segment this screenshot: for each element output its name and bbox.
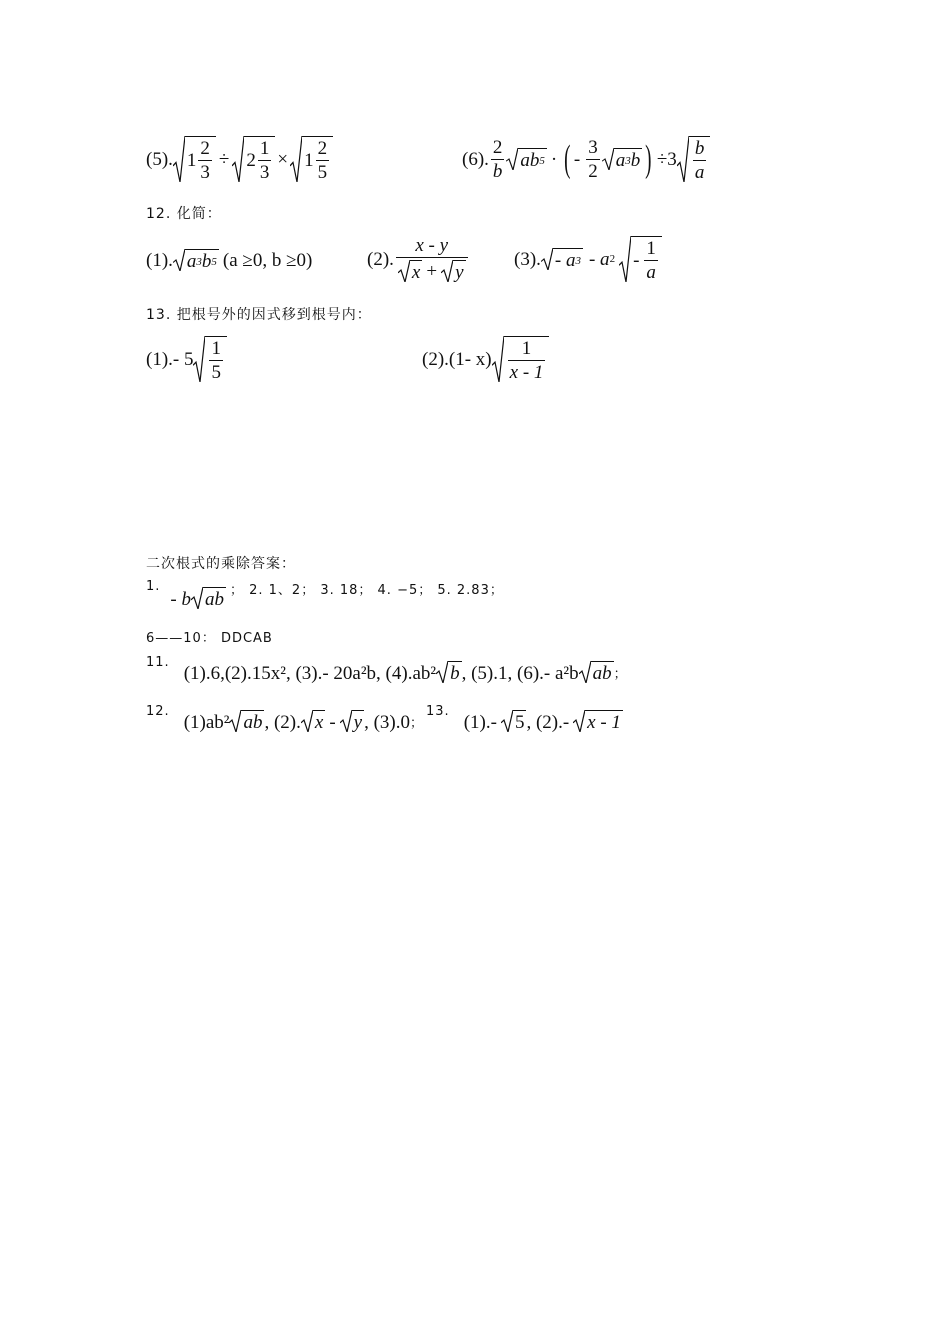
sqrt-c: 1 $\frac{2}{5}$ <box>290 136 333 182</box>
answers-title: 二次根式的乘除答案： <box>146 556 296 572</box>
sqrt-a3b5: a 3 b 5 <box>173 249 219 271</box>
sqrt-a3b: a 3 b <box>602 148 643 170</box>
answer-1-5: 1. - b ab ； 2. 1、2； 3. 18； 4. −5； 5. 2.83； <box>146 579 504 610</box>
sqrt-ab5: ab 5 <box>506 148 547 170</box>
q12-part3: (3). - a 3 - a 2 - $\frac{1}{a}$ <box>514 236 662 282</box>
sqrt-b-over-a: $\frac{b}{a}$ <box>677 136 711 182</box>
q12-part1: (1). a 3 b 5 (a ≥0, b ≥0) <box>146 249 313 272</box>
sqrt-neg-1-over-a: - $\frac{1}{a}$ <box>619 236 662 282</box>
q12-heading: 12. 化简： <box>146 206 222 222</box>
answer-6-10: 6——10： DDCAB <box>146 631 273 646</box>
divide-sign: ÷ <box>218 148 230 170</box>
q13-part1: (1).- 5 $\frac{1}{5}$ <box>146 336 227 382</box>
q11-part5 <box>146 136 333 182</box>
q12-part2: (2). x - y x + y <box>367 236 470 282</box>
sqrt-a: 1 $\frac{2}{3}$ <box>173 136 216 182</box>
q11-part6: (6). $\frac{2}{b}$ ab 5 · ( - $\frac{3}{2}$ a 3 b ) ÷3 $\frac{b}{a}$ <box>462 136 710 182</box>
sqrt-1-over-5: $\frac{1}{5}$ <box>193 336 227 382</box>
sqrt-b: 2 $\frac{1}{3}$ <box>232 136 275 182</box>
times-sign: × <box>277 148 289 170</box>
q11-p6-label: (6). <box>462 148 489 170</box>
answer-12-13: 12. (1)ab² ab , (2). x - y , (3).0 ； 13. (1).- 5 , (2).- x - 1 <box>146 704 621 733</box>
answer-11: 11. (1).6,(2).15x², (3).- 20a²b, (4).ab² b , (5).1, (6).- a²b ab ； <box>146 655 628 684</box>
q13-part2: (2).(1- x) $\frac{1}{x - 1}$ <box>422 336 549 382</box>
q11-p5-label: (5). <box>146 148 173 170</box>
q13-heading: 13. 把根号外的因式移到根号内： <box>146 307 372 323</box>
sqrt-neg-a3: - a 3 <box>541 248 583 270</box>
sqrt-1-over-x-1: $\frac{1}{x - 1}$ <box>492 336 550 382</box>
